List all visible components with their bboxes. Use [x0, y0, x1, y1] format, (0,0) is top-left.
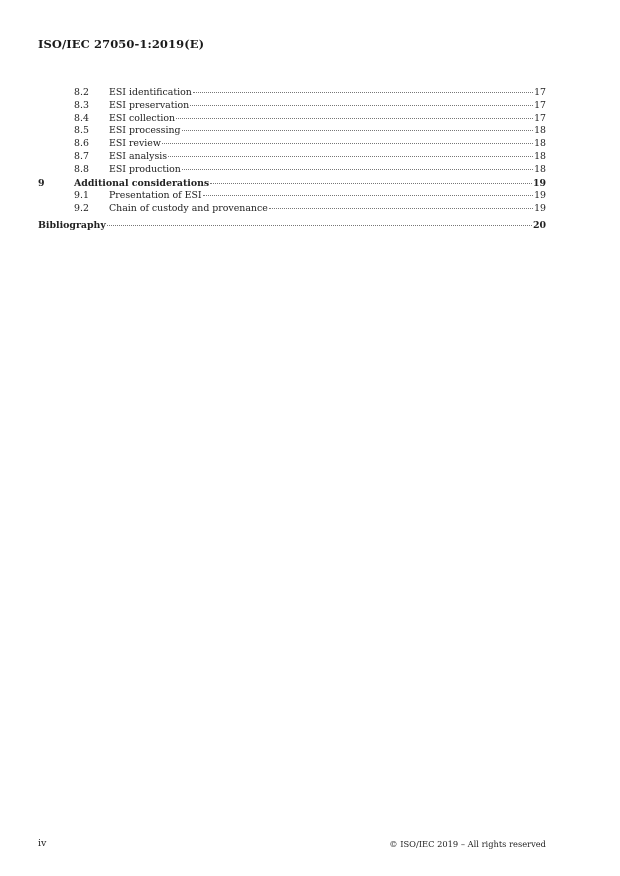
toc-entry-page: 17	[534, 99, 546, 111]
toc-entry-page: 17	[534, 87, 546, 98]
toc-entry-number: 9.1	[74, 190, 89, 202]
toc-entry-page: 19	[534, 190, 546, 202]
dot-leader	[182, 169, 533, 170]
toc-entry-8-7[interactable]	[38, 151, 546, 164]
dot-leader	[162, 143, 533, 144]
toc-entry-8-5[interactable]	[38, 125, 546, 138]
toc-entry-title: ESI production	[109, 163, 181, 175]
toc-entry-9[interactable]	[38, 178, 546, 191]
toc-entry-title: ESI collection	[109, 112, 176, 124]
dot-leader	[176, 118, 533, 119]
toc-entry-title: Bibliography	[38, 219, 106, 231]
toc-entry-8-4[interactable]	[38, 113, 546, 126]
dot-leader	[190, 105, 533, 106]
toc-entry-number: 8.4	[74, 112, 89, 124]
toc-entry-8-6[interactable]	[38, 138, 546, 151]
toc-entry-title: ESI analysis	[109, 150, 168, 162]
toc-entry-title: Chain of custody and provenance	[109, 203, 268, 215]
copyright-notice: © ISO/IEC 2019 – All rights reserved	[389, 839, 546, 849]
toc-entry-8-3[interactable]	[38, 100, 546, 113]
toc-entry-title: ESI processing	[109, 125, 181, 137]
table-of-contents	[38, 87, 546, 233]
dot-leader	[107, 225, 532, 226]
toc-entry-title: ESI identification	[109, 87, 192, 98]
page-number: iv	[38, 838, 47, 849]
toc-entry-number: 8.5	[74, 125, 89, 137]
dot-leader	[203, 195, 533, 196]
dot-leader	[193, 92, 533, 93]
dot-leader	[269, 208, 533, 209]
toc-entry-number: 9.2	[74, 203, 89, 215]
toc-entry-number: 8.6	[74, 138, 89, 150]
toc-entry-8-2[interactable]	[38, 87, 546, 100]
toc-entry-bibliography[interactable]	[38, 220, 546, 233]
toc-entry-page: 18	[534, 138, 546, 150]
toc-entry-page: 19	[532, 177, 546, 189]
toc-entry-page: 17	[534, 112, 546, 124]
dot-leader	[210, 183, 532, 184]
toc-entry-number: 8.3	[74, 99, 89, 111]
toc-entry-number: 9	[38, 177, 45, 189]
toc-entry-9-2[interactable]	[38, 203, 546, 216]
toc-entry-title: ESI preservation	[109, 99, 190, 111]
toc-entry-title: Additional considerations	[74, 177, 210, 189]
toc-entry-9-1[interactable]	[38, 190, 546, 203]
dot-leader	[182, 130, 534, 131]
dot-leader	[168, 156, 533, 157]
document-id-header: ISO/IEC 27050-1:2019(E)	[38, 37, 205, 51]
toc-entry-title: Presentation of ESI	[109, 190, 202, 202]
toc-entry-number: 8.7	[74, 150, 89, 162]
toc-entry-number: 8.2	[74, 87, 89, 98]
toc-entry-page: 18	[534, 150, 546, 162]
toc-entry-title: ESI review	[109, 138, 161, 150]
toc-entry-page: 20	[532, 219, 546, 231]
toc-entry-page: 18	[534, 163, 546, 175]
toc-entry-number: 8.8	[74, 163, 89, 175]
toc-entry-page: 19	[534, 203, 546, 215]
toc-entry-8-8[interactable]	[38, 164, 546, 177]
toc-entry-page: 18	[534, 125, 546, 137]
